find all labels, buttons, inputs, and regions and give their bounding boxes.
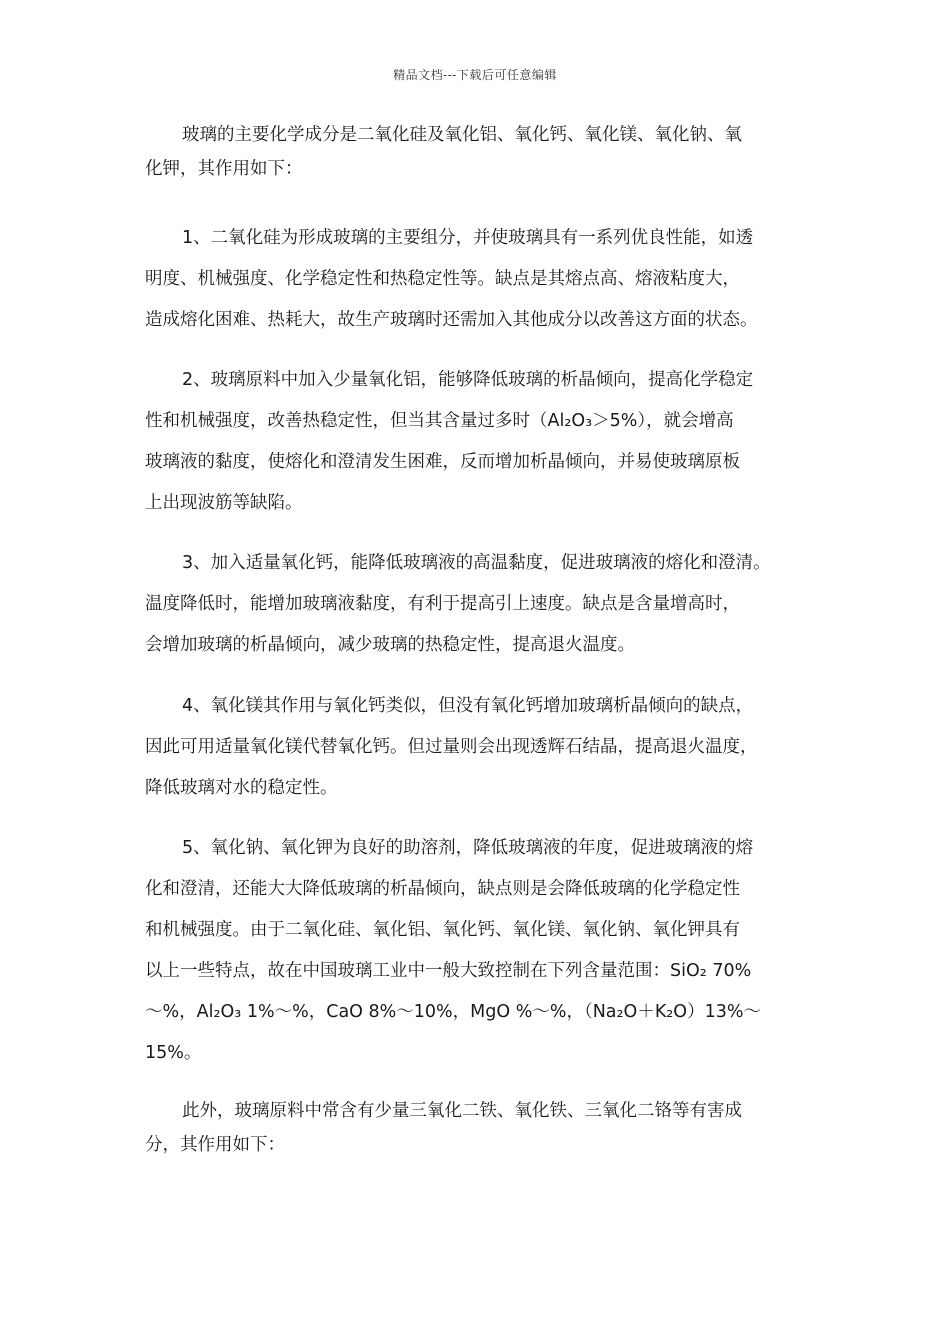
paragraph-line: 玻璃液的黏度，使熔化和澄清发生困难，反而增加析晶倾向，并易使玻璃原板	[145, 452, 740, 472]
paragraph-line: 以上一些特点，故在中国玻璃工业中一般大致控制在下列含量范围：SiO₂ 70%	[145, 961, 752, 981]
paragraph-line: 分，其作用如下：	[145, 1135, 285, 1155]
paragraph-line: 因此可用适量氧化镁代替氧化钙。但过量则会出现透辉石结晶，提高退火温度，	[145, 737, 758, 757]
intro-paragraph	[145, 118, 825, 186]
paragraph-line: 化和澄清，还能大大降低玻璃的析晶倾向，缺点则是会降低玻璃的化学稳定性	[145, 879, 740, 899]
paragraph-line: ～%，Al₂O₃ 1%～%，CaO 8%～10%，MgO %～%，（Na₂O＋K₂O）13%～	[145, 1002, 761, 1022]
paragraph-line: 降低玻璃对水的稳定性。	[145, 778, 338, 798]
paragraph-line: 玻璃的主要化学成分是二氧化硅及氧化铝、氧化钙、氧化镁、氧化钠、氧	[182, 125, 742, 145]
paragraph-line: 2、玻璃原料中加入少量氧化铝，能够降低玻璃的析晶倾向，提高化学稳定	[182, 370, 754, 390]
silica-paragraph	[145, 218, 825, 341]
paragraph-line: 3、加入适量氧化钙，能降低玻璃液的高温黏度，促进玻璃液的熔化和澄清。	[182, 553, 771, 573]
paragraph-line: 化钾，其作用如下：	[145, 159, 303, 179]
paragraph-line: 5、氧化钠、氧化钾为良好的助溶剂，降低玻璃液的年度，促进玻璃液的熔	[182, 838, 754, 858]
paragraph-line: 性和机械强度，改善热稳定性，但当其含量过多时（Al₂O₃＞5%），就会增高	[145, 411, 734, 431]
calcium-oxide-paragraph	[145, 543, 825, 666]
impurities-paragraph	[145, 1094, 825, 1162]
paragraph-line: 造成熔化困难、热耗大，故生产玻璃时还需加入其他成分以改善这方面的状态。	[145, 310, 758, 330]
paragraph-line: 15%。	[145, 1043, 202, 1063]
alkali-oxide-paragraph	[145, 828, 825, 1074]
paragraph-line: 会增加玻璃的析晶倾向，减少玻璃的热稳定性，提高退火温度。	[145, 635, 635, 655]
paragraph-line: 此外，玻璃原料中常含有少量三氧化二铁、氧化铁、三氧化二铬等有害成	[182, 1101, 742, 1121]
magnesium-oxide-paragraph	[145, 686, 825, 809]
paragraph-line: 4、氧化镁其作用与氧化钙类似，但没有氧化钙增加玻璃析晶倾向的缺点，	[182, 696, 754, 716]
alumina-paragraph	[145, 360, 825, 524]
page-header: 精品文档---下载后可任意编辑	[393, 68, 557, 82]
paragraph-line: 和机械强度。由于二氧化硅、氧化铝、氧化钙、氧化镁、氧化钠、氧化钾具有	[145, 920, 740, 940]
paragraph-line: 上出现波筋等缺陷。	[145, 493, 303, 513]
paragraph-line: 明度、机械强度、化学稳定性和热稳定性等。缺点是其熔点高、熔液粘度大，	[145, 269, 740, 289]
paragraph-line: 温度降低时，能增加玻璃液黏度，有利于提高引上速度。缺点是含量增高时，	[145, 594, 740, 614]
paragraph-line: 1、二氧化硅为形成玻璃的主要组分，并使玻璃具有一系列优良性能，如透	[182, 228, 754, 248]
